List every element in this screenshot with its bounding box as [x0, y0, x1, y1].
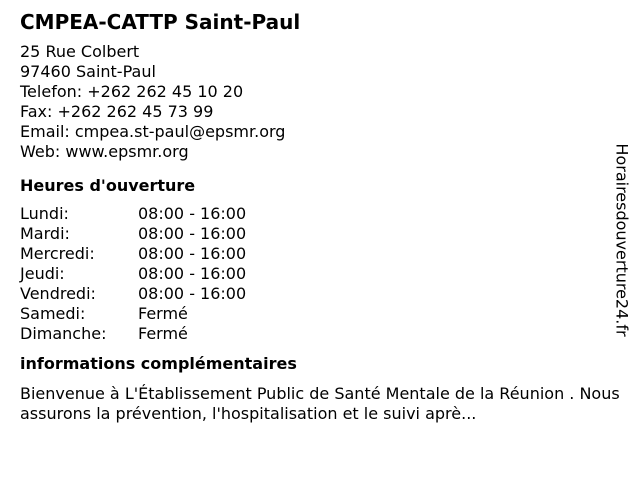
hours-row-tuesday: [20, 224, 610, 244]
additional-info-text: Bienvenue à L'Établissement Public de Santé Mentale de la Réunion . Nous assurons la prévention, l'hospitalisation et le suivi aprè...: [20, 384, 620, 423]
website-link[interactable]: Web: www.epsmr.org: [20, 142, 189, 161]
hours-row-saturday: [20, 304, 610, 324]
hours-row-monday: [20, 204, 610, 224]
hours-day-label: Jeudi:: [20, 264, 65, 283]
hours-time-value: 08:00 - 16:00: [138, 284, 247, 303]
hours-row-friday: [20, 284, 610, 304]
site-brand-label[interactable]: Horairesdouverture24.fr: [612, 143, 632, 337]
hours-row-wednesday: [20, 244, 610, 264]
hours-row-sunday: [20, 324, 610, 344]
fax-line: Fax: +262 262 45 73 99: [20, 102, 214, 121]
hours-day-label: Mardi:: [20, 224, 70, 243]
hours-time-value: 08:00 - 16:00: [138, 244, 247, 263]
page-title: CMPEA-CATTP Saint-Paul: [20, 10, 301, 34]
hours-time-value: Fermé: [138, 324, 188, 343]
address-line-street: 25 Rue Colbert: [20, 42, 140, 61]
phone-line[interactable]: Telefon: +262 262 45 10 20: [20, 82, 244, 101]
opening-hours-heading: Heures d'ouverture: [20, 176, 196, 195]
hours-time-value: Fermé: [138, 304, 188, 323]
hours-day-label: Mercredi:: [20, 244, 95, 263]
hours-time-value: 08:00 - 16:00: [138, 224, 247, 243]
hours-day-label: Lundi:: [20, 204, 69, 223]
additional-info-heading: informations complémentaires: [20, 354, 297, 373]
hours-time-value: 08:00 - 16:00: [138, 204, 247, 223]
hours-day-label: Dimanche:: [20, 324, 107, 343]
contact-block: [20, 42, 610, 162]
address-line-city: 97460 Saint-Paul: [20, 62, 156, 81]
hours-time-value: 08:00 - 16:00: [138, 264, 247, 283]
opening-hours-table: [20, 204, 610, 344]
listing-card: [20, 10, 620, 424]
email-link[interactable]: Email: cmpea.st-paul@epsmr.org: [20, 122, 286, 141]
hours-row-thursday: [20, 264, 610, 284]
hours-day-label: Vendredi:: [20, 284, 96, 303]
hours-day-label: Samedi:: [20, 304, 86, 323]
